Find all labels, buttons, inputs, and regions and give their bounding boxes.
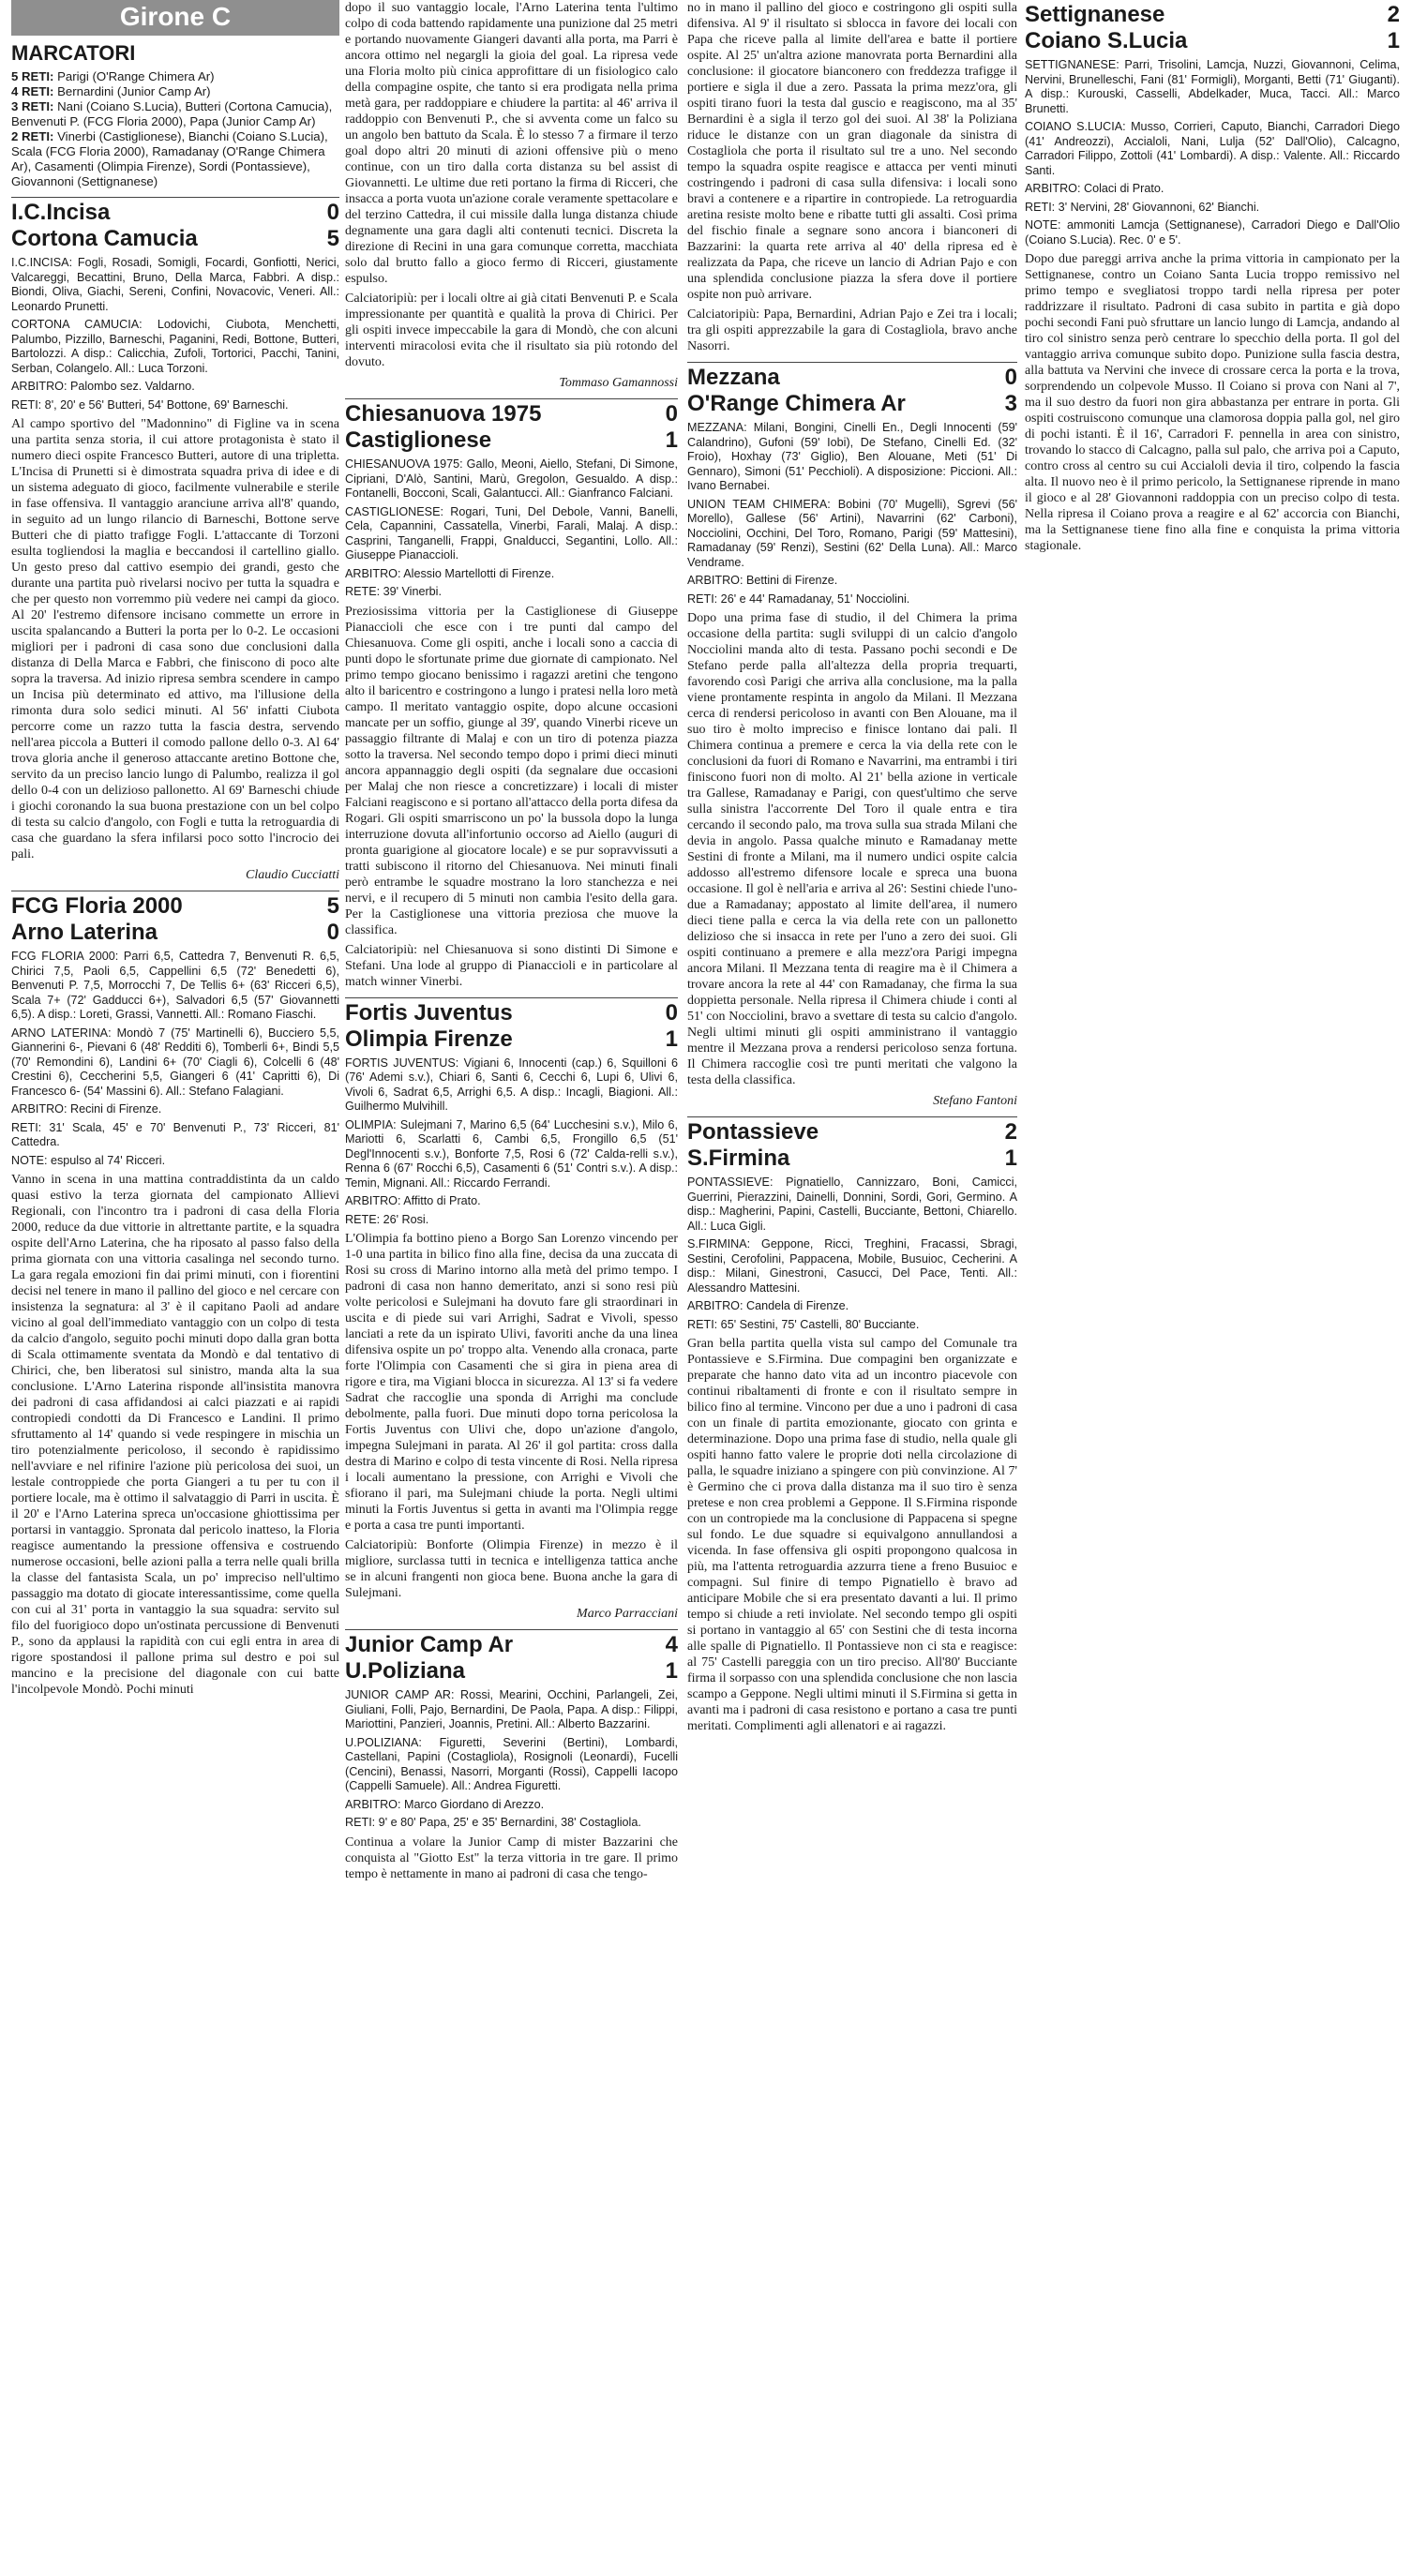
away-team: O'Range Chimera Ar	[687, 391, 906, 416]
home-team: Chiesanuova 1975	[345, 401, 542, 427]
match-narrative-continued: no in mano il pallino del gioco e costringono gli ospiti sulla difensiva. Al 9' il risultato si sblocca in favore dei locali con Papa che riceve palla al limite dell'area e batte il portiere ospite. Al 25' un'altra azione manovrata porta Bernardini alla conclusione: il giocatore bianconero con freddezza trafigge il portiere e sigla il due a zero. Passata la prima mezz'ora, gli ospiti tirano fuori la testa dal guscio e reagiscono, ma al 35' Bernardini è a sigla il terzo gol dei suoi. Al 38' la Poliziana riduce le distanze con un gran diagonale da sinistra di Costagliola che porta il risultato sul tre a uno. Nel secondo tempo la squadra ospite reagisce e attacca per venti minuti costringendo i padroni di casa sulla difensiva: i locali sono bravi a contenere e a ripartire in contropiede. La retroguardia aretina resiste molto bene e ribatte tutti gli assalti. Così prima del fischio finale a segnare sono ancora i bianconeri di Bazzarini: la quarta rete arriva al 40' della ripresa ed è realizzata da Papa, che riceve un lancio di Adrian Pajo e con una splendida conclusione piazza la sfera dove il portiere ospite non può arrivare.	[687, 1, 1017, 302]
standout-players: Calciatoripiù: Bonforte (Olimpia Firenze) in mezzo è il migliore, surclassa tutti in tecnica e intelligenza tattica anche se in alcuni frangenti non gioca bene. Buona anche la gara di Sulejmani.	[345, 1538, 678, 1600]
scorer-names: Vinerbi (Castiglionese), Bianchi (Coiano S.Lucia), Scala (FCG Floria 2000), Ramadanay (O'Range Chimera Ar), Casamenti (Olimpia Firenze), Sordi (Pontassieve), Giovannoni (Settignanese)	[11, 129, 328, 188]
match-narrative: Preziosissima vittoria per la Castiglionese di Giuseppe Pianaccioli che esce con i tre punti dal campo del Chiesanuova. Come gli ospiti, anche i locali sono a caccia di punti dopo le sfortunate prime due giornate di campionato. Nel primo tempo giocano benissimo i ragazzi aretini che tengono alto il baricentro e costringono a lungo i pratesi nella loro metà campo. Il meritato vantaggio ospite, dopo alcune occasioni mancate per un soffio, giunge al 39', quando Vinerbi riceve un passaggio filtrante di Malaj e con un tiro di potenza piazza sotto la traversa. Nel secondo tempo dopo i primi dieci minuti ancora appannaggio degli ospiti (da segnalare due occasioni per Malaj che non riesce a concretizzare) i locali di mister Falciani reagiscono e si portano all'attacco della porta difesa da Rogari. Gli ospiti smarriscono un po' la bussola dopo la lunga interruzione dovuta all'infortunio occorso ad Aiello (auguri di pronta guarigione al giocatore locale) e se pur sopravvissuti a tratti subiscono il ritorno del Chiesanuova. Nei minuti finali però entrambe le squadre mostrano la loro stanchezza e nei nervi, e il recupero di 5 minuti non cambia l'esito della gara. Per la Castiglionese una vittoria preziosa che muove la classifica.	[345, 604, 678, 937]
away-team: Castiglionese	[345, 427, 492, 453]
goals: RETI: 8', 20' e 56' Butteri, 54' Bottone, 69' Barneschi.	[11, 397, 289, 412]
scorer-line	[11, 84, 339, 99]
away-score: 1	[665, 1026, 678, 1052]
home-team-row	[687, 1116, 1017, 1146]
match-report	[11, 891, 339, 1698]
home-team-row	[345, 1629, 678, 1658]
home-lineup: SETTIGNANESE: Parri, Trisolini, Lamcja, Nuzzi, Giovannoni, Celima, Nervini, Brunelleschi, Fani (81' Formigli), Morganti, Betti (71' Giuganti). A disp.: Kurouski, Casselli, Abdelkader, Muca, Tacci. All.: Marco Brunetti.	[1025, 58, 1400, 115]
home-score: 0	[1004, 365, 1017, 390]
goals: RETI: 65' Sestini, 75' Castelli, 80' Bucciante.	[687, 1317, 920, 1331]
column-4	[1025, 0, 1400, 1425]
home-team-row	[345, 997, 678, 1026]
home-team: Junior Camp Ar	[345, 1632, 514, 1657]
home-team: I.C.Incisa	[11, 200, 111, 225]
scorer-line	[11, 129, 339, 189]
match-report	[345, 997, 678, 1623]
away-team-row	[687, 1146, 1017, 1172]
match-narrative: L'Olimpia fa bottino pieno a Borgo San Lorenzo vincendo per 1-0 una partita in bilico fino alla fine, decisa da una zuccata di Rosi su cross di Marino intorno alla metà del primo tempo. I padroni di casa non hanno demeritato, anzi si sono resi più volte pericolosi e Sulejmani ha dovuto fare gli straordinari in uscita e di piede sui vari Arrighi, Sadrat e Vivoli, spesso lanciati a rete da un ispirato Ulivi, favoriti anche da una linea difensiva ospite un po' troppo alta. Venendo alla cronaca, parte forte l'Olimpia con Casamenti che si gira in piena area di rigore e tira, ma Vigiani blocca in sicurezza. Al 13' si fa vedere Sadrat che raccoglie una sponda di Arrighi ma conclude debolmente, palla fuori. Due minuti dopo torna pericolosa la Fortis Juventus con Ulivi che, dopo un'azione d'angolo, impegna Sulejmani in parata. Al 26' il gol partita: cross dalla destra di Marino e colpo di testa vincente di Rosi. Nella ripresa i locali aumentano la pressione, con Arrighi e Vivoli che sfiorano il pari, ma Sulejmani chiude la porta. Negli ultimi minuti la Fortis Juventus si getta in avanti ma l'Olimpia regge e porta a casa tre punti importanti.	[345, 1232, 678, 1533]
home-lineup: FORTIS JUVENTUS: Vigiani 6, Innocenti (cap.) 6, Squilloni 6 (76' Ademi s.v.), Chiari 6, Santi 6, Cecchi 6, Lupi 6, Ulivi 6, Vivoli 6, Sadrat 6,5, Arrighi 6,5. A disp.: Incagli, Biagioni. All.: Guilhermo Mulvihill.	[345, 1056, 678, 1113]
away-team: S.Firmina	[687, 1146, 790, 1171]
home-lineup: MEZZANA: Milani, Bongini, Cinelli En., Degli Innocenti (59' Calandrino), Gufoni (59' Iobi), De Stefano, Cinelli Ed. (32' Froio), Hoxhay (73' Giglio), Ben Alouane, Meti (51' Di Gennaro), Simoni (51' Pecchioli). A disposizione: Piccioni. All.: Ivano Bernabei.	[687, 421, 1017, 492]
column-1	[11, 0, 339, 2576]
scorer-count: 4 RETI:	[11, 84, 54, 98]
away-lineup: CORTONA CAMUCIA: Lodovichi, Ciubota, Menchetti, Palumbo, Pizzillo, Barneschi, Paganini, Redi, Bottone, Butteri, Bartolozzi. A disp.: Calicchia, Zufoli, Tortorici, Pacchi, Tanini, Serban, Colangelo. All.: Luca Torzoni.	[11, 318, 339, 375]
away-lineup: U.POLIZIANA: Figuretti, Severini (Bertini), Lombardi, Castellani, Papini (Costagliola), Rosignoli (Leonardi), Fucelli (Cencini), Benassi, Nasorri, Morganti (Rossi), Cappelli Iacopo (Cappelli Samuele). All.: Andrea Figuretti.	[345, 1735, 678, 1792]
goals: RETI: 9' e 80' Papa, 25' e 35' Bernardini, 38' Costagliola.	[345, 1816, 641, 1829]
match-report	[687, 1116, 1017, 1734]
author-byline: Marco Parracciani	[577, 1607, 678, 1621]
match-report	[345, 1629, 678, 1882]
referee: ARBITRO: Bettini di Firenze.	[687, 574, 838, 587]
home-score: 5	[326, 893, 339, 919]
goals: RETE: 39' Vinerbi.	[345, 585, 442, 598]
match-narrative: Al campo sportivo del "Madonnino" di Figline va in scena una partita senza storia, il cui attore protagonista è stato il numero dieci ospite Francesco Butteri, autore di una tripletta. L'Incisa di Prunetti si è dimostrata squadra priva di idee e di un sistema adeguato di gioco, facilmente vulnerabile e sterile in fase offensiva. Il vantaggio aranciune arriva all'8' quando, in seguito ad un lungo rilancio di Barneschi, Bottone serve Butteri che di piatto trafigge Fogli. L'attaccante di Torzoni esulta togliendosi la maglia e beccandosi il cartellino giallo. Un gesto preso dal cattivo esempio dei grandi, gesto che durante una partita può rivelarsi nocivo per tutta la squadra e che per questo non vorremmo più vedere nei campi da gioco. Al 20' l'estremo difensore incisano commette un errore in uscita spalancando a Butteri la porta per lo 0-2. Le occasioni migliori per i padroni di casa sono due conclusioni dalla distanza di Della Marca e Fabbri, che finiscono di poco alte sopra la traversa. Ad inizio ripresa sembra scendere in campo un Incisa più determinato ed attivo, ma l'illusione della rimonta dura solo sedici minuti. Al 56' infatti Ciubota percorre come un razzo tutta la fascia destra, servendo nell'area piccola a Butteri il comodo pallone dello 0-3. Al 64' trova gloria anche il generoso attaccante aretino Bottone che, servito da un preciso lancio lungo di Palumbo, realizza il gol dello 0-4 con un delizioso pallonetto. Al 69' Barneschi chiude i giochi coronando la sua buona prestazione con un bel colpo di testa su calcio d'angolo, con Fogli e tutta la retroguardia di casa che guardano la sfera infilarsi poco sotto l'incrocio dei pali.	[11, 417, 339, 861]
referee: ARBITRO: Palombo sez. Valdarno.	[11, 380, 195, 393]
column-3	[687, 0, 1017, 2576]
home-score: 0	[665, 401, 678, 427]
away-score: 5	[326, 226, 339, 251]
home-score: 2	[1004, 1119, 1017, 1145]
away-team-row	[1025, 28, 1400, 54]
author-byline: Claudio Cucciatti	[246, 868, 339, 882]
match-report	[1025, 0, 1400, 554]
away-score: 1	[665, 1658, 678, 1684]
goals: RETI: 3' Nervini, 28' Giovannoni, 62' Bianchi.	[1025, 200, 1260, 214]
away-team: Olimpia Firenze	[345, 1026, 513, 1052]
home-team-row	[345, 398, 678, 427]
away-team-row	[345, 427, 678, 454]
goals: RETI: 31' Scala, 45' e 70' Benvenuti P., 73' Ricceri, 81' Cattedra.	[11, 1120, 339, 1148]
away-lineup: CASTIGLIONESE: Rogari, Tuni, Del Debole, Vanni, Banelli, Cela, Capannini, Cassatella, Vinerbi, Farali, Malaj. A disp.: Casprini, Tanganelli, Frappi, Gnalducci, Segantini, Lollo. All.: Giuseppe Pianaccioli.	[345, 504, 678, 562]
home-team: Settignanese	[1025, 2, 1165, 27]
match-report	[11, 197, 339, 883]
section-title-girone: Girone C	[11, 0, 339, 36]
match-narrative: Vanno in scena in una mattina contraddistinta da un caldo quasi estivo la terza giornata del campionato Allievi Regionali, con l'incontro tra i padroni di casa della Floria 2000, reduce da due vittorie in altrettante partite, e la squadra ospite dell'Arno Laterina, che ha riposato al passo falso della prima giornata con una vittoria casalinga nel secondo turno. La gara regala emozioni fin dai primi minuti, con i fiorentini decisi nel tenere in mano il pallino del gioco e nel cercare con insistenza la segnatura: al 3' è il capitano Paoli ad andare vicino al goal dell'immediato vantaggio con un colpo di testa da calcio d'angolo, seguito pochi minuti dopo dalla gran botta di Scala ottimamente sventata da Mondò e dal tentativo di Chirici, che, ben liberatosi sul sinistro, manda alta la sua conclusione. L'Arno Laterina risponde all'insistita manovra dei padroni di casa affidandosi ai calci piazzati e ai rapidi contropiedi condotti da Di Francesco e Landini. Il primo sfruttamento al 14' quando si vede respingere in mischia un tiro potenzialmente pericoloso, il secondo è rapidissimo nell'avviare e nel rifinire l'azione più pericolosa dei suoi, un lestale controppiede che porta Giangeri a tu per tu con il portiere locale, ma è ottimo il salvataggio di Parri in uscita. È il 20' e l'Arno Laterina spreca un'occasione ghiottissima per portarsi in vantaggio. Spronata dal pericolo inatteso, la Floria reagisce aumentando la pressione offensiva e costruendo numerose occasioni, belle azioni palla a terra nelle quali brilla la classe del fantasista Scala, un po' impreciso nell'ultimo passaggio ma dotato di giocate interessantissime, come quella con cui al 31' porta in vantaggio la sua squadra: servito sul filo del fuorigioco dopo un'ostinata percussione di Benvenuti P., sono da applausi la rapidità con cui egli entra in area di rigore spostandosi il pallone prima sul destro e poi sul mancino e la precisione del diagonale con cui batte l'incolpevole Mondò. Pochi minuti	[11, 1173, 339, 1697]
referee: ARBITRO: Affitto di Prato.	[345, 1194, 481, 1207]
away-team: Coiano S.Lucia	[1025, 28, 1188, 53]
match-narrative: Dopo due pareggi arriva anche la prima vittoria in campionato per la Settignanese, contro un Coiano Santa Lucia troppo remissivo nel primo tempo e svegliatosi troppo tardi nella ripresa per poter raddrizzare il risultato. Padroni di casa subito in partita e già dopo pochi secondi Fani può sfruttare un lancio lungo di Lamcja, andando al tiro col sinistro senza però centrare lo specchio della porta. Il gol del vantaggio arriva comunque subito dopo. Punizione sulla fascia destra, alla battuta va Nervini che invece di crossare cerca la porta e la trova, sorprendendo un colpevole Musso. Il Coiano si prova con Nani al 7', ma il suo destro da fuori non gira abbastanza per entrare in porta. Gli ospiti costruiscono comunque una clamorosa doppia palla gol, nel giro di pochi istanti. È il 16', Carradori F. pennella in area con sinistro, trovando lo stacco di Calcagno, palla sul palo, che arriva poi a Caputo, contro cross al centro su cui Accialoli devia il tiro, colpendo la fascia alta. Il nuovo neo è il primo pericolo, la Settignanese riprende in mano il gioco e al 28' Giovannoni raddoppia con un preciso colpo di testa. Nella ripresa il Coiano prova a reagire e al 62' accorcia con Bianchi, ma la Settignanese tiene fino alla fine e conquista la prima vittoria stagionale.	[1025, 252, 1400, 553]
away-lineup: ARNO LATERINA: Mondò 7 (75' Martinelli 6), Bucciero 5,5, Giannerini 6-, Pievani 6 (48' Redditi 6), Tomberli 6+, Bindi 5,5 (70' Remondini 6), Landini 6+ (70' Ciagli 6), Colcelli 6 (48' Crestini 6), Ceccherini 5,5, Giangeri 6 (41' Capritti 6), Di Francesco 6- (54' Massini 6). All.: Stefano Falagiani.	[11, 1026, 339, 1098]
home-lineup: FCG FLORIA 2000: Parri 6,5, Cattedra 7, Benvenuti R. 6,5, Chirici 7,5, Paoli 6,5, Cappellini 6,5 (72' Benedetti 6), Benvenuti P. 7,5, Morrocchi 7, De Tellis 6+ (63' Ricceri 6,5), Scala 7+ (72' Gadducci 6+), Salvadori 6,5 (57' Giovannetti 6,5). A disp.: Loreti, Grassi, Vannetti. All.: Romano Fiaschi.	[11, 950, 339, 1021]
away-lineup: COIANO S.LUCIA: Musso, Corrieri, Caputo, Bianchi, Carradori Diego (41' Andreozzi), Accialoli, Nani, Lulja (52' Dall'Olio), Calcagno, Carradori Filippo, Zottoli (41' Lombardi). A disp.: Valente. All.: Riccardo Santi.	[1025, 120, 1400, 177]
away-score: 0	[326, 920, 339, 945]
away-team-row	[11, 226, 339, 252]
standout-players: Calciatoripiù: Papa, Bernardini, Adrian Pajo e Zei tra i locali; tra gli ospiti apprezzabile la gara di Costagliola, bravo anche Nasorri.	[687, 307, 1017, 353]
away-score: 1	[1387, 28, 1400, 53]
away-team-row	[11, 920, 339, 946]
match-notes: NOTE: espulso al 74' Ricceri.	[11, 1153, 166, 1167]
home-team: Pontassieve	[687, 1119, 819, 1145]
home-score: 0	[326, 200, 339, 225]
author-byline: Stefano Fantoni	[933, 1094, 1017, 1108]
match-narrative: Dopo una prima fase di studio, il del Chimera la prima occasione della partita: sugli sviluppi di un calcio d'angolo Nocciolini manda alto di testa. Passano pochi secondi e De Stefano perde palla all'altezza della propria trequarti, favorendo così Parigi che arriva alla conclusione, ma la palla viene prontamente respinta in angolo da Milani. Il Mezzana cerca di rendersi pericoloso in avanti con Ben Alouane, ma il suo tiro è molto impreciso e finisce lontano dai pali. Il Chimera continua a premere e cerca la via della rete con le conclusioni da fuori di Romano e Navarrini, ma entrambi i tiri finiscono fuori non di molto. Al 21' bella azione in verticale tra Gallese, Ramadanay e Parigi, con quest'ultimo che serve sulla sinistra l'accorrente Del Toro il quale entra e tira cercando il secondo palo, ma trova sulla sua strada Milani che devia in angolo. Passa qualche minuto e Ramadanay mette Sestini di fronte a Milani, ma il numero undici ospite calcia addosso all'estremo difensore locale e spreca una buona occasione. Il gol è nell'aria e arriva al 26': Sestini chiede l'uno-due a Ramadanay; appostato al limite dell'area, il numero dieci tiene palla e cerca la via della rete con un pallonetto delizioso che si insacca in rete per l'uno a zero dei suoi. Gli ospiti continuano a premere e alla mezz'ora Parigi impegna ancora Milani. Il Mezzana tenta di reagire ma è il Chimera a trovare ancora la rete al 44' con Ramadanay, che firma la sua doppietta personale. Nella ripresa il Chimera chiude i conti al 51' con Nocciolini, bravo a svettare di testa su calcio d'angolo. Negli ultimi minuti gli ospiti amministrano il vantaggio mentre il Mezzana prova a rendersi pericoloso senza fortuna. Il Chimera raccoglie così tre punti meritati che valgono la testa della classifica.	[687, 611, 1017, 1087]
home-team-row	[11, 891, 339, 920]
column-2	[345, 0, 678, 2576]
home-lineup: PONTASSIEVE: Pignatiello, Cannizzaro, Boni, Camicci, Guerrini, Pierazzini, Dainelli, Donnini, Sordi, Gori, Germino. A disp.: Magherini, Papini, Castelli, Bucciante, Bettoni, Chiarello. All.: Luca Gigli.	[687, 1176, 1017, 1233]
home-lineup: JUNIOR CAMP AR: Rossi, Mearini, Occhini, Parlangeli, Zei, Giuliani, Folli, Pajo, Bernardini, De Paola, Papa. A disp.: Filippi, Mariottini, Panzieri, Joannis, Pretini. All.: Alberto Bazzarini.	[345, 1688, 678, 1730]
away-team-row	[687, 391, 1017, 417]
scorers-heading: MARCATORI	[11, 41, 136, 65]
away-team-row	[345, 1658, 678, 1685]
away-lineup: S.FIRMINA: Geppone, Ricci, Treghini, Fracassi, Sbragi, Sestini, Cerofolini, Pappacena, Mobile, Busuioc, Cecherini. A disp.: Milani, Ginestroni, Casucci, Del Pace, Tenti. All.: Alessandro Mattesini.	[687, 1237, 1017, 1295]
home-team: Fortis Juventus	[345, 999, 513, 1026]
scorer-line	[11, 99, 339, 129]
match-narrative: Gran bella partita quella vista sul campo del Comunale tra Pontassieve e S.Firmina. Due compagini ben organizzate e preparate che hanno dato vita ad un incontro piacevole con continui ribaltamenti di fronte e con il risultato sempre in bilico fino al termine. Vincono per due a uno i padroni di casa con un finale di partita emozionante, giocato con grinta e determinazione. Dopo una prima fase di studio, nella quale gli ospiti hanno fatto valere le proprie doti nella circolazione di palla, le squadre iniziano a spingere con più convinzione. Al 7' è Germino che ci prova dalla distanza ma il suo tiro è senza pretese e non crea problemi a Geppone. Il S.Firmina risponde con un contropiede ma la conclusione di Pappacena si spegne sul fondo. Le due squadre si equivalgono annullandosi a vicenda. In fase offensiva gli ospiti propongono qualcosa in più, ma l'attenta retroguardia azzurra tiene a freno Busuioc e compagni. Sul finire di tempo Pignatiello è bravo ad anticipare Mobile che si era presentato davanti a lui. Il primo tempo si chiude a reti inviolate. Nel secondo tempo gli ospiti si portano in vantaggio al 65' con Sestini che di testa incorna alle spalle di Pignatiello. Il Pontassieve non ci sta e reagisce: al 75' Castelli pareggia con un tiro preciso. All'80' Bucciante firma il sorpasso con una splendida conclusione che non lascia scampo a Geppone. Negli ultimi minuti il S.Firmina si getta in avanti ma i padroni di casa resistono e portano a casa tre punti meritati. Complimenti agli allenatori e ai ragazzi.	[687, 1337, 1017, 1733]
away-team: Arno Laterina	[11, 920, 158, 945]
referee: ARBITRO: Alessio Martellotti di Firenze.	[345, 566, 555, 580]
scorer-count: 2 RETI:	[11, 129, 54, 143]
scorer-names: Parigi (O'Range Chimera Ar)	[57, 69, 215, 83]
home-team-row	[687, 362, 1017, 391]
author-byline: Tommaso Gamannossi	[559, 376, 678, 390]
standout-players: Calciatoripiù: per i locali oltre ai già citati Benvenuti P. e Scala impressionante per quantità e qualità la prova di Chirici. Per gli ospiti invece impeccabile la gara di Mondò, che con alcuni interventi miracolosi evita che il risultato sia più rotondo del dovuto.	[345, 292, 678, 369]
home-score: 0	[665, 999, 678, 1026]
home-team-row	[1025, 0, 1400, 28]
goals: RETI: 26' e 44' Ramadanay, 51' Nocciolini.	[687, 592, 910, 606]
scorer-names: Nani (Coiano S.Lucia), Butteri (Cortona Camucia), Benvenuti P. (FCG Floria 2000), Papa (Junior Camp Ar)	[11, 99, 333, 128]
away-score: 1	[1004, 1146, 1017, 1171]
match-report	[345, 398, 678, 990]
referee: ARBITRO: Recini di Firenze.	[11, 1102, 162, 1116]
away-team: U.Poliziana	[345, 1658, 466, 1684]
match-report	[687, 362, 1017, 1109]
referee: ARBITRO: Marco Giordano di Arezzo.	[345, 1797, 545, 1811]
scorer-count: 3 RETI:	[11, 99, 54, 113]
home-team: FCG Floria 2000	[11, 893, 183, 919]
home-lineup: I.C.INCISA: Fogli, Rosadi, Somigli, Focardi, Gonfiotti, Nerici, Valcareggi, Becattini, Bruno, Della Marca, Fabbri. A disp.: Biondi, Oliva, Giachi, Sereni, Confini, Novacovic, Veneri. All.: Leonardo Prunetti.	[11, 256, 339, 313]
scorer-line	[11, 69, 339, 84]
away-score: 3	[1004, 391, 1017, 416]
referee: ARBITRO: Colaci di Prato.	[1025, 182, 1164, 195]
referee: ARBITRO: Candela di Firenze.	[687, 1299, 849, 1312]
away-lineup: UNION TEAM CHIMERA: Bobini (70' Mugelli), Sgrevi (56' Morello), Gallese (56' Artini), Navarrini (62' Carboni), Nocciolini, Occhini, Del Toro, Romano, Parigi (59' Mattesini), Ramadanay (59' Renzi), Sestini (62' Della Luna). All.: Marco Vendrame.	[687, 497, 1017, 569]
home-team-row	[11, 197, 339, 226]
away-lineup: OLIMPIA: Sulejmani 7, Marino 6,5 (64' Lucchesini s.v.), Milo 6, Mariotti 6, Scarlatti 6, Cambi 6,5, Frongillo 6,5 (51' Degl'Innocenti s.v.), Bonforte 7,5, Rosi 6 (72' Calda-relli s.v.), Renna 6 (67' Rocchi 6,5), Casamenti 6 (51' Contri s.v.). A disp.: Temin, Mignani. All.: Riccardo Ferrandi.	[345, 1117, 678, 1190]
goals: RETE: 26' Rosi.	[345, 1212, 429, 1226]
match-narrative-continued: dopo il suo vantaggio locale, l'Arno Laterina tenta l'ultimo colpo di coda battendo rapidamente una punizione dal 25 metri e portando nuovamente Giangeri davanti alla porta, ma Parri è ancora ottimo nel negargli la gioia del goal. La ripresa vede una Floria molto più cinica approfittare di un fisiologico calo della compagine ospite, che tanto si era prodigata nella prima metà gara, per raddoppiare e chiudere la partita: al 46' arriva il raddoppio con Benvenuti P., che si avventa come un falco su un angolo ben battuto da Scala. È lo stesso 7 a firmare il terzo goal dopo altri 20 minuti di azioni offensive più o meno continue, con un tiro dalla corta distanza su bel assist di Giovannetti. Le ultime due reti portano la firma di Ricceri, che insacca a porta vuota un'azione corale veramente spettacolare e del terzino Cattedra, il cui missile dalla lunga distanza chiude degnamente una gara dagli alti contenuti tecnici. Discreta la direzione di Recini in una gara comunque corretta, macchiata solo dal brutto fallo a gioco fermo di Ricceri, giustamente espulso.	[345, 1, 678, 286]
home-lineup: CHIESANUOVA 1975: Gallo, Meoni, Aiello, Stefani, Di Simone, Cipriani, D'Alò, Santini, Marù, Gregolon, Gesualdo. A disp.: Fontanelli, Bocconi, Scali, Galantucci. All.: Gianfranco Falciani.	[345, 457, 678, 500]
away-team-row	[345, 1026, 678, 1053]
home-score: 2	[1387, 2, 1400, 27]
match-notes: NOTE: ammoniti Lamcja (Settignanese), Carradori Diego e Dall'Olio (Coiano S.Lucia). Rec. 0' e 5'.	[1025, 218, 1400, 247]
scorer-names: Bernardini (Junior Camp Ar)	[57, 84, 211, 98]
scorer-count: 5 RETI:	[11, 69, 54, 83]
standout-players: Calciatoripiù: nel Chiesanuova si sono distinti Di Simone e Stefani. Una lode al gruppo di Pianaccioli e in particolare al match winner Vinerbi.	[345, 942, 678, 989]
home-score: 4	[665, 1632, 678, 1657]
home-team: Mezzana	[687, 365, 780, 390]
away-score: 1	[665, 427, 678, 453]
away-team: Cortona Camucia	[11, 226, 198, 251]
match-narrative: Continua a volare la Junior Camp di mister Bazzarini che conquista al "Giotto Est" la terza vittoria in tre gare. Il primo tempo è nettamente in mano ai padroni di casa che tengo-	[345, 1835, 678, 1881]
